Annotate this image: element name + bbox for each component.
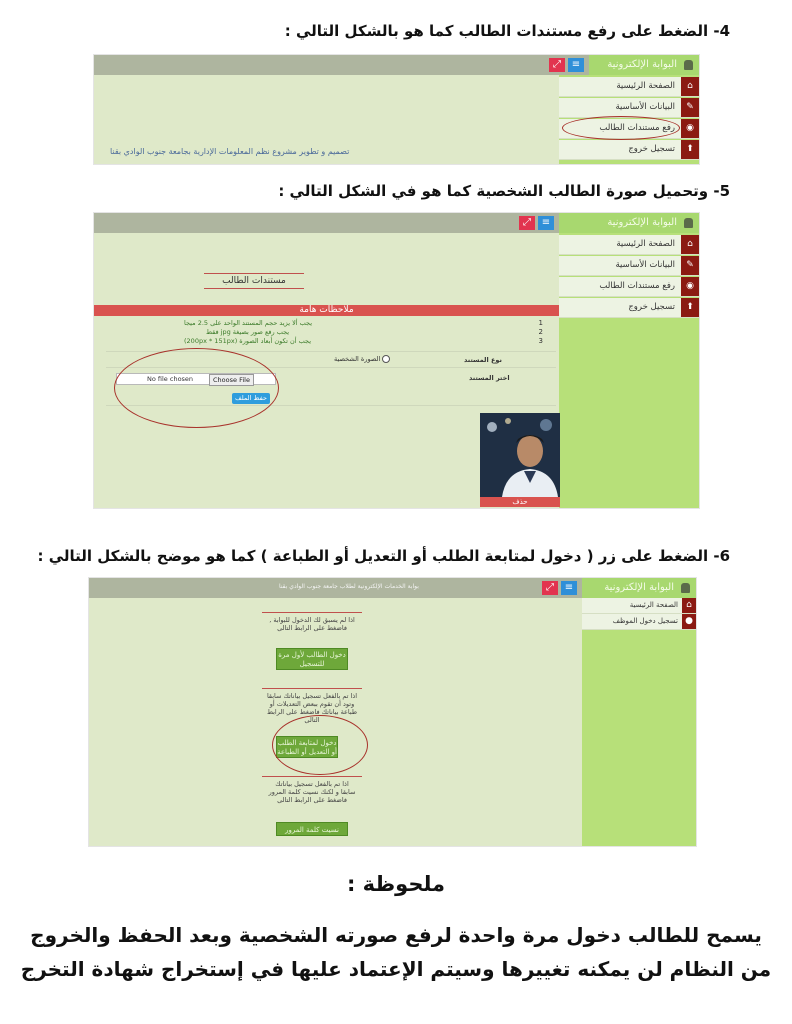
- screenshot-login-options: [88, 577, 697, 847]
- sidebar-item-home[interactable]: [559, 77, 699, 97]
- sidebar-item-employee-login[interactable]: [582, 614, 696, 630]
- student-photo-image: [480, 413, 560, 497]
- menu-toggle-icon[interactable]: ≡: [538, 216, 554, 230]
- notes-list: [154, 319, 549, 347]
- step4-heading: 4- الضغط على رفع مستندات الطالب كما هو بالشكل التالي :: [284, 22, 730, 40]
- portal-brand[interactable]: [589, 55, 699, 75]
- block3-text: اذا تم بالفعل تسجيل بياناتك سابقا و لكنك نسيت كلمة المرور فاضغط على الرابط التالى: [268, 780, 356, 804]
- block1-text: اذا لم يسبق لك الدخول للبوابة , فاضغط على الرابط التالى: [269, 616, 355, 632]
- block-divider: [262, 688, 362, 689]
- sidebar-item-home[interactable]: [582, 598, 696, 614]
- note-text: يجب ألا يزيد حجم المستند الواحد على 2.5 ميجا: [184, 319, 313, 327]
- forgot-password-label: نسيت كلمة المرور: [285, 826, 339, 834]
- portal-logo-icon: [681, 583, 690, 593]
- edit-icon: ✎: [681, 256, 699, 275]
- fullscreen-icon[interactable]: ⤢: [542, 581, 558, 595]
- doc-type-option[interactable]: [334, 355, 390, 363]
- sidebar-item-label: رفع مستندات الطالب: [599, 281, 675, 291]
- screenshot-upload-menu: [93, 54, 700, 165]
- home-icon: ⌂: [681, 77, 699, 96]
- home-icon: ⌂: [681, 235, 699, 254]
- student-photo: [480, 413, 560, 497]
- choose-doc-label: اختر المستند: [469, 374, 510, 382]
- sidebar-item-logout[interactable]: [559, 140, 699, 160]
- portal-brand[interactable]: [559, 213, 699, 233]
- highlight-oval: [562, 116, 680, 140]
- note-text: يجب رفع صور بصيغة jpg فقط: [206, 328, 290, 336]
- logout-arrow-icon: ⬆: [681, 140, 699, 159]
- fullscreen-icon[interactable]: ⤢: [519, 216, 535, 230]
- portal-brand[interactable]: [582, 578, 696, 598]
- step5-heading: 5- وتحميل صورة الطالب الشخصية كما هو في الشكل التالي :: [278, 182, 730, 200]
- delete-photo-label: حذف: [512, 498, 528, 506]
- screenshot-upload-form: [93, 212, 700, 509]
- no-file-text: No file chosen: [147, 375, 194, 383]
- note-number: 3: [538, 337, 543, 345]
- forgot-password-button[interactable]: [276, 822, 348, 836]
- choose-file-button[interactable]: Choose File: [209, 374, 254, 386]
- step6-heading: 6- الضغط على زر ( دخول لمتابعة الطلب أو التعديل أو الطباعة ) كما هو موضح بالشكل التالي :: [37, 547, 730, 565]
- block-divider: [262, 612, 362, 613]
- sidebar-item-label: الصفحة الرئيسية: [616, 81, 675, 91]
- fullscreen-icon[interactable]: ⤢: [549, 58, 565, 72]
- note-row: [154, 328, 549, 337]
- portal-title: البوابة الإلكترونية: [607, 59, 677, 70]
- footer-credit: تصميم و تطوير مشروع نظم المعلومات الإدارية بجامعة جنوب الوادي بقنا: [110, 147, 350, 156]
- sidebar-item-label: تسجيل خروج: [628, 144, 675, 154]
- sidebar-item-basic-data[interactable]: [559, 256, 699, 276]
- sidebar-item-label: البيانات الأساسية: [615, 260, 675, 270]
- note-title: ملحوظة :: [346, 872, 446, 896]
- first-time-login-label: دخول الطالب لأول مرة للتسجيل: [278, 651, 346, 668]
- notes-header: [94, 305, 559, 316]
- note-row: [154, 337, 549, 346]
- sidebar-item-label: تسجيل خروج: [628, 302, 675, 312]
- sidebar-item-label: الصفحة الرئيسية: [629, 601, 678, 609]
- note-row: [154, 319, 549, 328]
- sidebar-item-home[interactable]: [559, 235, 699, 255]
- sidebar-item-label: تسجيل دخول الموظف: [612, 617, 678, 625]
- menu-toggle-icon[interactable]: ≡: [568, 58, 584, 72]
- section-title: [204, 273, 304, 289]
- sidebar-item-basic-data[interactable]: [559, 98, 699, 118]
- portal-title: البوابة الإلكترونية: [604, 582, 674, 593]
- note-number: 2: [538, 328, 543, 336]
- sidebar-item-logout[interactable]: [559, 298, 699, 318]
- sidebar-item-label: البيانات الأساسية: [615, 102, 675, 112]
- notes-header-text: ملاحظات هامة: [299, 305, 354, 315]
- portal-logo-icon: [684, 60, 693, 70]
- doc-type-label: نوع المستند: [464, 356, 502, 364]
- highlight-oval: [114, 348, 279, 428]
- upload-circle-icon: ◉: [681, 119, 699, 138]
- sidebar-item-label: الصفحة الرئيسية: [616, 239, 675, 249]
- logout-arrow-icon: ⬆: [681, 298, 699, 317]
- section-title-text: مستندات الطالب: [222, 276, 286, 286]
- doc-type-option-label: الصورة الشخصية: [334, 355, 381, 363]
- block-divider: [262, 776, 362, 777]
- portal-logo-icon: [684, 218, 693, 228]
- menu-toggle-icon[interactable]: ≡: [561, 581, 577, 595]
- note-line-1: يسمح للطالب دخول مرة واحدة لرفع صورته الشخصية وبعد الحفظ والخروج: [30, 923, 762, 947]
- user-icon: ●: [682, 614, 696, 629]
- highlight-oval: [272, 715, 368, 775]
- radio-icon: [382, 355, 390, 363]
- delete-photo-button[interactable]: [480, 497, 560, 507]
- save-file-button-label: حفظ الملف: [235, 394, 267, 402]
- note-line-2: من النظام لن يمكنه تغييرها وسيتم الإعتماد عليها في إستخراج شهادة التخرج: [20, 957, 772, 981]
- top-credit: بوابة الخدمات الإلكترونية لطلاب جامعة جنوب الوادي بقنا: [279, 583, 419, 590]
- block2-text: اذا تم بالفعل تسجيل بياناتك سابقا وتود أن تقوم ببعض التعديلات أو طباعة بياناتك فاضغط على الرابط التالى: [266, 692, 358, 724]
- portal-title: البوابة الإلكترونية: [607, 217, 677, 228]
- first-time-login-button[interactable]: [276, 648, 348, 670]
- follow-up-login-label: دخول لمتابعة الطلب أو التعديل أو الطباعة: [277, 739, 337, 756]
- sidebar: [582, 598, 696, 846]
- sidebar-item-label: رفع مستندات الطالب: [599, 123, 675, 133]
- note-number: 1: [538, 319, 543, 327]
- sidebar-item-upload-documents[interactable]: [559, 277, 699, 297]
- note-text: يجب أن تكون أبعاد الصورة (200px * 151px): [184, 337, 312, 345]
- edit-icon: ✎: [681, 98, 699, 117]
- home-icon: ⌂: [682, 598, 696, 613]
- upload-circle-icon: ◉: [681, 277, 699, 296]
